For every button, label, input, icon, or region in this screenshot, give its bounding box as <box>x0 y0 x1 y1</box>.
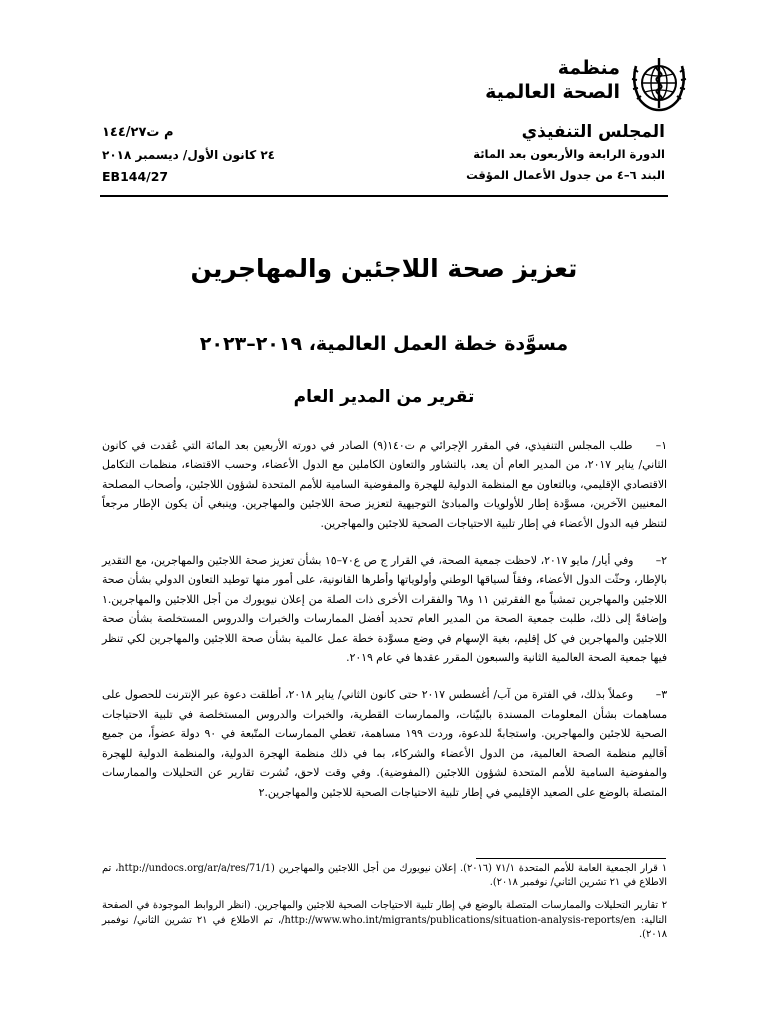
paragraph-number: ١– <box>655 439 667 452</box>
main-title: تعزيز صحة اللاجئين والمهاجرين <box>190 254 578 283</box>
document-date: ٢٤ كانون الأول/ ديسمبر ٢٠١٨ <box>102 148 276 162</box>
paragraph <box>102 685 667 801</box>
footnote-number: ١ <box>661 863 668 874</box>
agenda-item-label: البند ٦–٤ من جدول الأعمال المؤقت <box>466 168 665 182</box>
header-divider <box>100 195 668 197</box>
document-body <box>102 436 667 802</box>
logo-line-2: الصحة العالمية <box>485 81 620 103</box>
logo-text <box>485 56 620 104</box>
paragraph-number: ٢– <box>655 554 667 568</box>
paragraph <box>102 436 667 533</box>
footnote-divider <box>476 858 666 859</box>
who-logo <box>450 52 690 114</box>
header-document-info <box>102 122 275 188</box>
report-title: تقرير من المدير العام <box>293 387 475 407</box>
subtitle: مسوَّدة خطة العمل العالمية، ٢٠١٩–٢٠٢٣ <box>199 333 569 355</box>
paragraph-text: وعملاً بذلك، في الفترة من آب/ أغسطس ٢٠١٧ حتى كانون الثاني/ يناير ٢٠١٨، أطلقت دعوة عبر الإنترنت للحصول على مساهمات بشأن المعلومات المسندة بالبيّنات، والممارسات القطرية، والخبرات والدروس المستخلصة في تلبية الاحتياجات الصحية للاجئين والمهاجرين. واستجابةً للدعوة، وردت ١٩٩ مساهمة، تغطي الممارسات المتّبعة في ٩٠ دولة عضواً، من جميع أقاليم منظمة الصحة العالمية، من الدول الأعضاء والشركاء، بما في ذلك منظمة الهجرة الدولية، والمنظمة الدولية للهجرة والمفوضية السامية للأمم المتحدة لشؤون اللاجئين (المفوضية). وفي وقت لاحق، نُشرت تقارير عن التحليلات والممارسات المتصلة بالوضع على الصعيد الإقليمي في إطار تلبية الاحتياجات الصحية للاجئين والمهاجرين.٢ <box>102 688 667 799</box>
paragraph <box>102 551 667 667</box>
paragraph-text: طلب المجلس التنفيذي، في المقرر الإجرائي م ت١٤٠(٩) الصادر في دورته الأربعين بعد المائة التي عُقدت في كانون الثاني/ يناير ٢٠١٧، من المدير العام أن يعد، بالتشاور والتعاون الكاملين مع الدول الأعضاء، وحسب الاقتضاء، منظمات التكامل الاقتصادي الإقليمي، وبالتعاون مع المنظمة الدولية للهجرة والمفوضية السامية للأمم المتحدة لشؤون اللاجئين، وأصحاب المصلحة المعنيين الآخرين، مسوَّدة إطار للأولويات والمبادئ التوجيهية لتعزيز صحة اللاجئين والمهاجرين. وينبغي أن يكون الإطار مرجعاً لتنظر فيه الدول الأعضاء في إطار تلبية الاحتياجات الصحية للاجئين والمهاجرين. <box>102 439 667 530</box>
who-emblem-icon <box>628 52 690 114</box>
footnote-text: تقارير التحليلات والممارسات المتصلة بالوضع في إطار تلبية الاحتياجات الصحية للاجئين والمهاجرين. (انظر الروابط الموجودة في الصفحة التالية: http://www.who.int/migrants/publications/situation-analysis-reports/en/، تم الاطلاع في ٢١ تشرين الثاني/ نوفمبر ٢٠١٨). <box>102 900 667 940</box>
footnote-number: ٢ <box>661 900 667 912</box>
paragraph-number: ٣– <box>655 688 667 702</box>
document-number-arabic: م ت١٤٤/٢٧ <box>102 125 174 140</box>
paragraph-text: وفي أيار/ مايو ٢٠١٧، لاحظت جمعية الصحة، في القرار ج ص ع٧٠–١٥ بشأن تعزيز صحة اللاجئين والمهاجرين، مع التقدير بالإطار، وحثّت الدول الأعضاء، وفقاً لسياقها الوطني وأولوياتها وأطرها القانونية، على أمور منها توطيد التعاون الدولي بشأن صحة اللاجئين والمهاجرين تمشياً مع الفقرتين ١١ و٦٨ والفقرات الأخرى ذات الصلة من إعلان نيويورك من أجل اللاجئين والمهاجرين.١ وإضافةً إلى ذلك، طلبت جمعية الصحة من المدير العام تحديد أفضل الممارسات والخبرات والدروس المستخلصة بشأن صحة اللاجئين والمهاجرين في كل إقليم، بغية الإسهام في وضع مسوَّدة خطة عمل عالمية بشأن صحة اللاجئين والمهاجرين لكي تنظر فيها جمعية الصحة العالمية الثانية والسبعون المقرر عقدها في عام ٢٠١٩. <box>102 554 668 665</box>
header-meeting-info <box>466 120 665 186</box>
logo-line-1: منظمة <box>557 57 620 79</box>
footnotes <box>102 862 667 951</box>
footnote <box>102 862 667 890</box>
executive-board-label: المجلس التنفيذي <box>521 122 665 142</box>
footnote <box>102 899 667 942</box>
footnote-text: قرار الجمعية العامة للأمم المتحدة ٧١/١ (٢٠١٦). إعلان نيويورك من أجل اللاجئين والمهاجرين (http://undocs.org/ar/a/res/71/1، تم الاطلاع في ٢١ تشرين الثاني/ نوفمبر ٢٠١٨). <box>102 863 667 889</box>
session-label: الدورة الرابعة والأربعون بعد المائة <box>473 147 665 161</box>
document-number: EB144/27 <box>102 169 169 184</box>
